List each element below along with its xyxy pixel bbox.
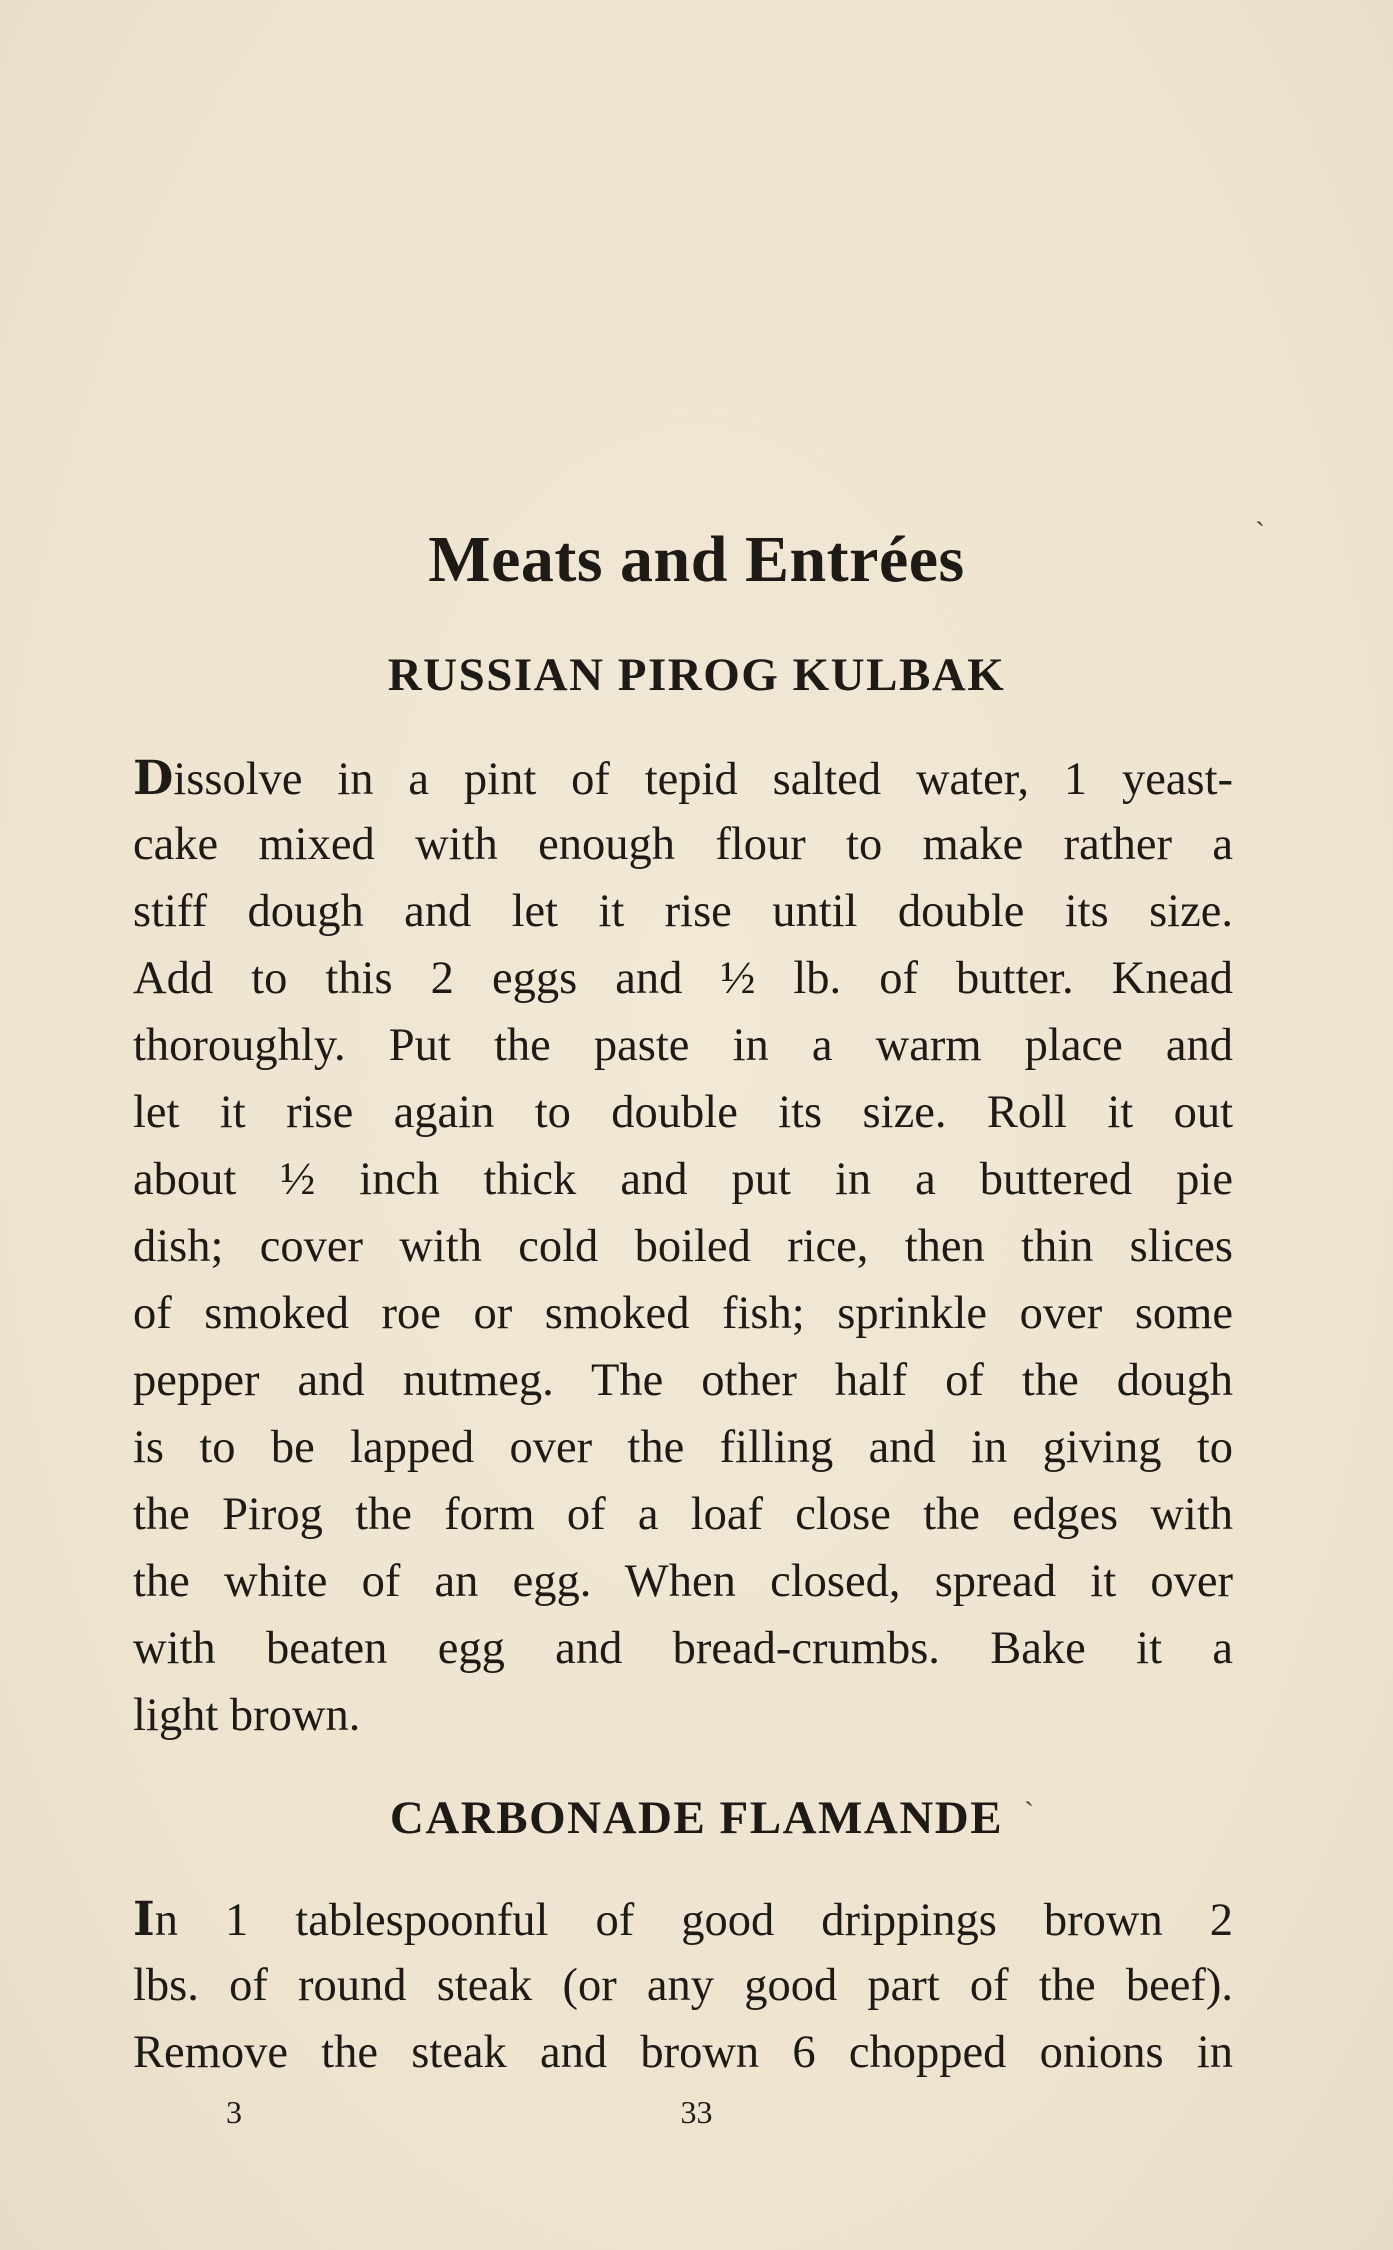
text-line: Add to this 2 eggs and ½ lb. of butter. Knead (133, 953, 1233, 1004)
signature-mark: 3 (226, 2094, 242, 2130)
recipe-body-carbonade-flamande (133, 1885, 1233, 2086)
text-line (133, 1885, 1233, 1952)
recipe-body-russian-pirog-kulbak (133, 744, 1233, 1749)
drop-cap: I (133, 1891, 155, 1946)
text-line: the Pirog the form of a loaf close the edges with (133, 1489, 1233, 1540)
text-line (133, 744, 1233, 811)
section-title: Meats and Entrées (428, 523, 965, 596)
text-line: is to be lapped over the filling and in giving to (133, 1422, 1233, 1473)
stray-mark: ` (1024, 1796, 1034, 1829)
text-line: with beaten egg and bread-crumbs. Bake it a (133, 1623, 1233, 1674)
text-line-content: issolve in a pint of tepid salted water, 1 yeast- (173, 754, 1233, 805)
text-line: the white of an egg. When closed, spread it over (133, 1556, 1233, 1607)
text-line: thoroughly. Put the paste in a warm place and (133, 1020, 1233, 1071)
text-line: about ½ inch thick and put in a buttered pie (133, 1154, 1233, 1205)
text-line: let it rise again to double its size. Roll it out (133, 1087, 1233, 1138)
drop-cap: D (133, 750, 174, 805)
text-line: lbs. of round steak (or any good part of the beef). (133, 1960, 1233, 2011)
recipe-title-carbonade-flamande: CARBONADE FLAMANDE (389, 1792, 1004, 1844)
text-line: cake mixed with enough flour to make rather a (133, 819, 1233, 870)
text-line: light brown. (133, 1690, 361, 1741)
text-line: Remove the steak and brown 6 chopped onions in (133, 2027, 1233, 2078)
text-line: pepper and nutmeg. The other half of the dough (133, 1355, 1233, 1406)
stray-mark: ` (1255, 516, 1265, 549)
page-number: 33 (680, 2094, 713, 2130)
text-line: of smoked roe or smoked fish; sprinkle over some (133, 1288, 1233, 1339)
text-line: stiff dough and let it rise until double its size. (133, 886, 1233, 937)
text-line-content: n 1 tablespoonful of good drippings brown 2 (154, 1895, 1233, 1946)
recipe-title-russian-pirog-kulbak: RUSSIAN PIROG KULBAK (387, 649, 1006, 701)
text-line: dish; cover with cold boiled rice, then thin slices (133, 1221, 1233, 1272)
